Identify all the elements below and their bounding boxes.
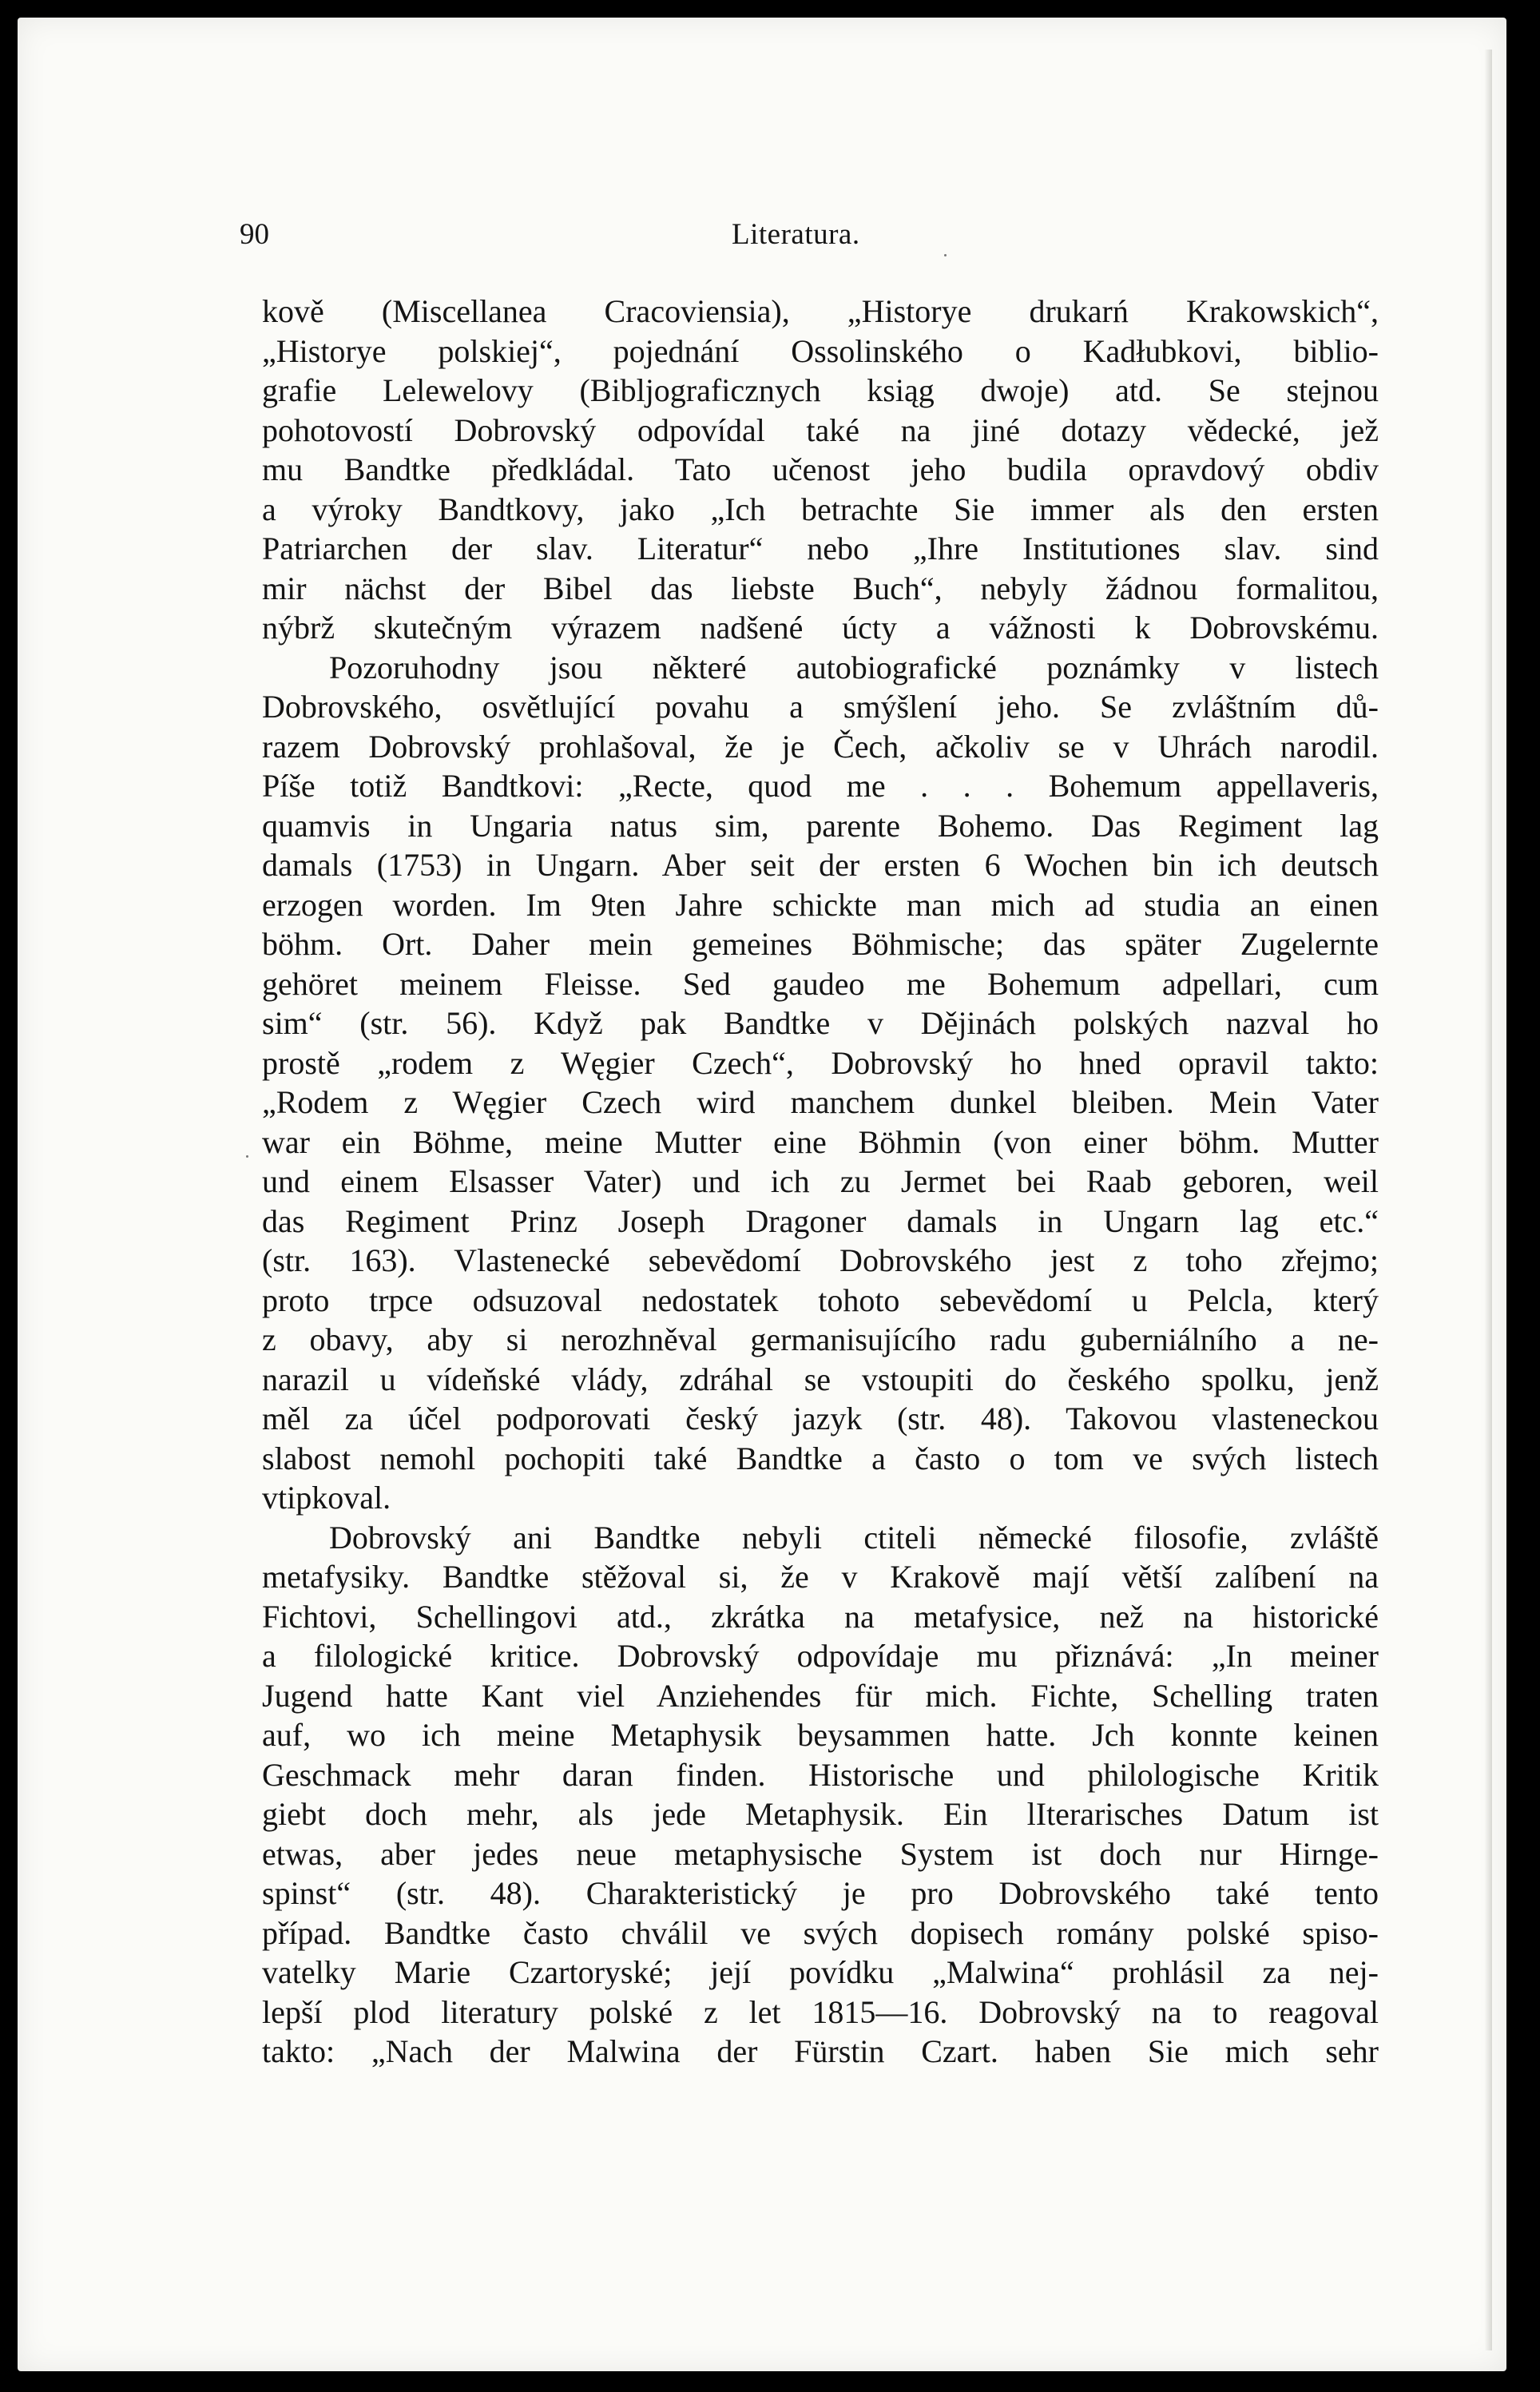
page-number: 90 [240,218,269,251]
text-line: prostě „rodem z Węgier Czech“, Dobrovský ho hned opravil takto: [262,1044,1379,1081]
text-line: auf, wo ich meine Metaphysik beysammen hatte. Jch konnte keinen [262,1717,1379,1753]
text-line: Jugend hatte Kant viel Anziehendes für mich. Fichte, Schelling traten [262,1677,1379,1714]
text-line: sim“ (str. 56). Když pak Bandtke v Dějinách polských nazval ho [262,1005,1379,1041]
text-line: kově (Miscellanea Cracoviensia), „Historye drukarń Krakowskich“, [262,293,1379,329]
text-line: erzogen worden. Im 9ten Jahre schickte man mich ad studia an einen [262,886,1379,923]
text-line: „Historye polskiej“, pojednání Ossolinského o Kadłubkovi, biblio- [262,332,1379,369]
text-line: etwas, aber jedes neue metaphysische System ist doch nur Hirnge- [262,1835,1379,1872]
text-line-paragraph-start: Dobrovský ani Bandtke nebyli ctiteli německé filosofie, zvláště [329,1519,1379,1556]
text-line: Geschmack mehr daran finden. Historische und philologische Kritik [262,1756,1379,1793]
text-line: metafysiky. Bandtke stěžoval si, že v Krakově mají větší zalíbení na [262,1559,1379,1595]
text-line: případ. Bandtke často chválil ve svých dopisech romány polské spiso- [262,1914,1379,1951]
text-line: Píše totiž Bandtkovi: „Recte, quod me . . . Bohemum appellaveris, [262,768,1379,804]
text-line: z obavy, aby si nerozhněval germanisujícího radu guberniálního a ne- [262,1321,1379,1357]
scan-dust-speck [944,254,947,256]
scan-dust-speck [246,1155,248,1158]
text-line: böhm. Ort. Daher mein gemeines Böhmische; das später Zugelernte [262,926,1379,962]
text-line: quamvis in Ungaria natus sim, parente Bohemo. Das Regiment lag [262,807,1379,844]
text-line: lepší plod literatury polské z let 1815—16. Dobrovský na to reagoval [262,1993,1379,2030]
text-line: grafie Lelewelovy (Bibljograficznych ksiąg dwoje) atd. Se stejnou [262,372,1379,408]
text-line: a filologické kritice. Dobrovský odpovídaje mu přiznává: „In meiner [262,1638,1379,1674]
text-line: mu Bandtke předkládal. Tato učenost jeho budila opravdový obdiv [262,451,1379,487]
text-line: slabost nemohl pochopiti také Bandtke a často o tom ve svých listech [262,1440,1379,1476]
body-text [262,292,1379,2072]
text-line: mir nächst der Bibel das liebste Buch“, nebyly žádnou formalitou, [262,570,1379,606]
text-line: narazil u vídeňské vlády, zdráhal se vstoupiti do českého spolku, jenž [262,1361,1379,1397]
text-line: (str. 163). Vlastenecké sebevědomí Dobrovského jest z toho zřejmo; [262,1242,1379,1278]
text-line: nýbrž skutečným výrazem nadšené úcty a vážnosti k Dobrovskému. [262,610,1379,646]
text-line-paragraph-end: vtipkoval. [262,1480,391,1516]
text-line: proto trpce odsuzoval nedostatek tohoto sebevědomí u Pelcla, který [262,1281,1379,1318]
text-line: Dobrovského, osvětlující povahu a smýšlení jeho. Se zvláštním dů- [262,689,1379,725]
text-line: und einem Elsasser Vater) und ich zu Jermet bei Raab geboren, weil [262,1163,1379,1199]
text-line: Fichtovi, Schellingovi atd., zkrátka na metafysice, než na historické [262,1598,1379,1635]
text-line: war ein Böhme, meine Mutter eine Böhmin (von einer böhm. Mutter [262,1123,1379,1160]
text-line: damals (1753) in Ungarn. Aber seit der ersten 6 Wochen bin ich deutsch [262,847,1379,883]
text-line: Patriarchen der slav. Literatur“ nebo „Ihre Institutiones slav. sind [262,530,1379,566]
text-line: pohotovostí Dobrovský odpovídal také na jiné dotazy vědecké, jež [262,411,1379,448]
text-line: a výroky Bandtkovy, jako „Ich betrachte Sie immer als den ersten [262,491,1379,527]
text-line: giebt doch mehr, als jede Metaphysik. Ein lIterarisches Datum ist [262,1796,1379,1832]
page-edge-shadow [1484,50,1492,2350]
text-line: měl za účel podporovati český jazyk (str. 48). Takovou vlasteneckou [262,1401,1379,1436]
text-line-paragraph-start: Pozoruhodny jsou některé autobiografické poznámky v listech [329,649,1379,685]
text-line: „Rodem z Węgier Czech wird manchem dunkel bleiben. Mein Vater [262,1084,1379,1120]
text-line: spinst“ (str. 48). Charakteristický je pro Dobrovského také tento [262,1875,1379,1911]
text-line: razem Dobrovský prohlašoval, že je Čech, ačkoliv se v Uhrách narodil. [262,728,1379,765]
page-header [240,217,1382,265]
running-title: Literatura. [732,218,860,251]
text-line: gehöret meinem Fleisse. Sed gaudeo me Bohemum adpellari, cum [262,965,1379,1002]
text-line: vatelky Marie Czartoryské; její povídku „Malwina“ prohlásil za nej- [262,1954,1379,1990]
text-line: takto: „Nach der Malwina der Fürstin Czart. haben Sie mich sehr [262,2033,1379,2069]
text-line: das Regiment Prinz Joseph Dragoner damals in Ungarn lag etc.“ [262,1202,1379,1239]
